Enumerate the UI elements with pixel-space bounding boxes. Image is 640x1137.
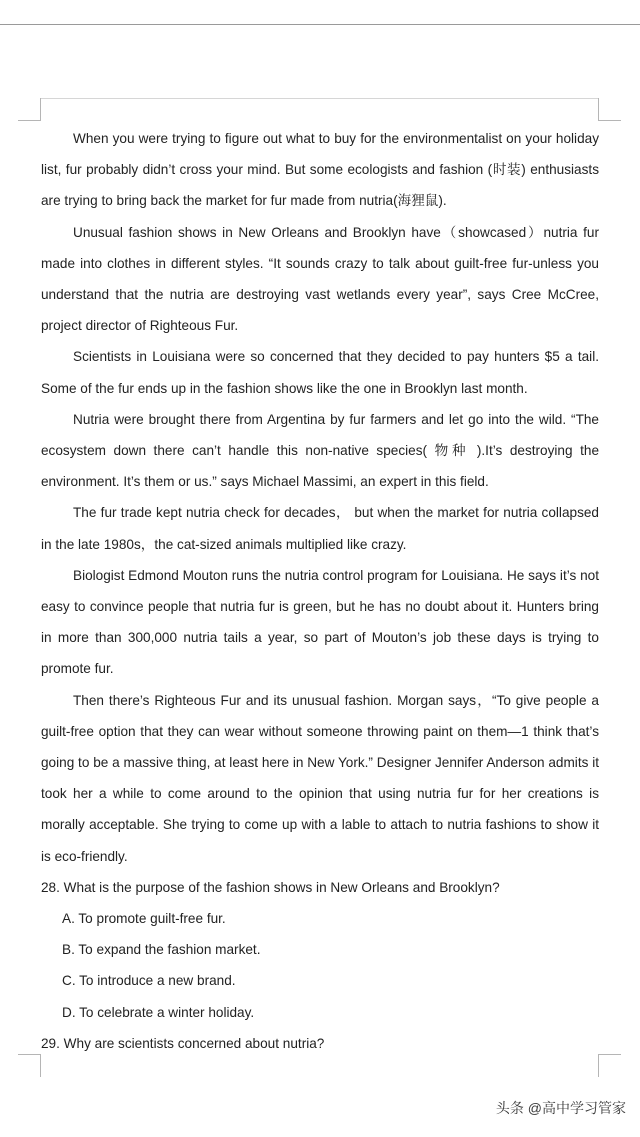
paragraph-7: Then there’s Righteous Fur and its unusual fashion. Morgan says，“To give people a guilt-free option that they can wear without someone throwing paint on them—1 think that’s going to be a massive thing, at least here in New York.” Designer Jennifer Anderson admits it took her a while to come around to the opinion that using nutria fur for her creations is morally acceptable. She trying to come up with a lable to attach to nutria fashions to show it is eco-friendly. <box>41 692 599 864</box>
paragraph-1: When you were trying to figure out what to buy for the environmentalist on your holiday list, fur probably didn’t cross your mind. But some ecologists and fashion (时装) enthusiasts are trying to bring back the market for fur made from nutria(海狸鼠). <box>41 131 599 209</box>
corner-mark-top-left <box>18 98 41 121</box>
question-29: 29. Why are scientists concerned about nutria? <box>41 1035 325 1051</box>
option-a: A. To promote guilt-free fur. <box>62 911 226 927</box>
document-body <box>41 123 599 1059</box>
header-margin-line <box>40 98 598 99</box>
option-c: C. To introduce a new brand. <box>62 973 236 989</box>
corner-mark-bottom-right <box>598 1054 621 1077</box>
corner-mark-bottom-left <box>18 1054 41 1077</box>
corner-mark-top-right <box>598 98 621 121</box>
watermark: 头条 @高中学习管家 <box>495 1100 626 1116</box>
option-d: D. To celebrate a winter holiday. <box>62 1004 255 1020</box>
paragraph-4: Nutria were brought there from Argentina by fur farmers and let go into the wild. “The ecosystem down there can’t handle this non-native species( 物种 ).It’s destroying the environment. It’s them or us.” says Michael Massimi, an expert in this field. <box>41 411 599 490</box>
question-28: 28. What is the purpose of the fashion shows in New Orleans and Brooklyn? <box>41 879 500 895</box>
option-b: B. To expand the fashion market. <box>62 942 261 958</box>
paragraph-5: The fur trade kept nutria check for decades， but when the market for nutria collapsed in the late 1980s，the cat-sized animals multiplied like crazy. <box>41 505 599 552</box>
paragraph-6: Biologist Edmond Mouton runs the nutria control program for Louisiana. He says it’s not easy to convince people that nutria fur is green, but he has no doubt about it. Hunters bring in more than 300,000 nutria tails a year, so part of Mouton’s job these days is trying to promote fur. <box>41 567 599 677</box>
top-rule <box>0 24 640 25</box>
paragraph-3: Scientists in Louisiana were so concerned that they decided to pay hunters $5 a tail. Some of the fur ends up in the fashion shows like the one in Brooklyn last month. <box>41 349 599 396</box>
paragraph-2: Unusual fashion shows in New Orleans and Brooklyn have（showcased）nutria fur made into clothes in different styles. “It sounds crazy to talk about guilt-free fur-unless you understand that the nutria are destroying vast wetlands every year”, says Cree McCree, project director of Righteous Fur. <box>41 224 599 334</box>
